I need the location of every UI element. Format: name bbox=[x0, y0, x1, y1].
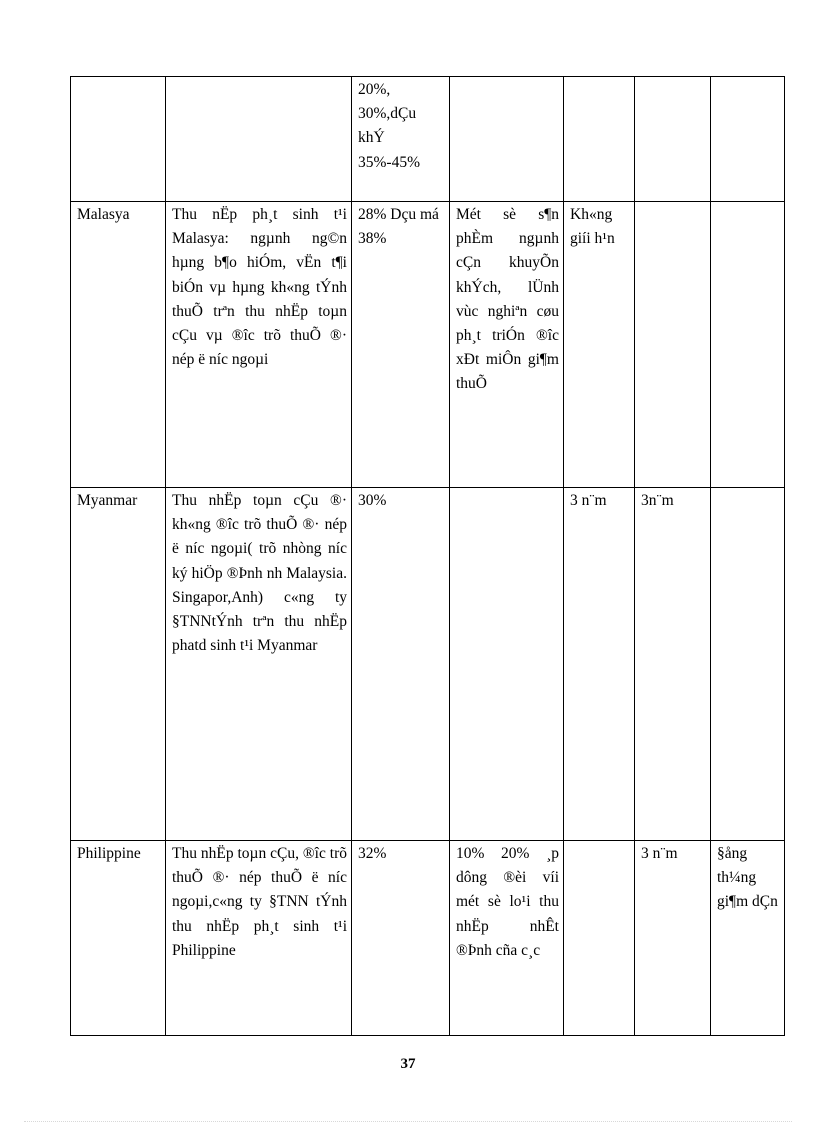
loss-carry-cell bbox=[564, 77, 635, 202]
page-bottom-divider bbox=[24, 1121, 792, 1122]
country-cell: Myanmar bbox=[71, 488, 166, 841]
tax-rate-cell: 20%, 30%,dÇu khÝ 35%-45% bbox=[352, 77, 450, 202]
other-cell bbox=[711, 77, 785, 202]
tax-holiday-cell bbox=[635, 202, 711, 488]
incentive-cell: 10% 20% ¸p dông ®èi víi mét sè lo¹i thu nhËp nhÊt ®Þnh cña c¸c bbox=[450, 841, 564, 1036]
other-cell bbox=[711, 488, 785, 841]
tax-comparison-table bbox=[70, 76, 785, 1036]
tax-scope-cell: Thu nËp ph¸t sinh t¹i Malasya: ngµnh ng©n hµng b¶o hiÓm, vËn t¶i biÓn vµ hµng kh«ng tÝnh thuÕ trªn thu nhËp toµn cÇu vµ ®îc trõ thuÕ ®· nép ë níc ngoµi bbox=[166, 202, 352, 488]
page-number: 37 bbox=[400, 1056, 416, 1072]
other-cell bbox=[711, 202, 785, 488]
table-row bbox=[71, 77, 785, 202]
tax-scope-cell: Thu nhËp toµn cÇu ®· kh«ng ®îc trõ thuÕ ®· nép ë níc ngoµi( trõ nhòng níc ký hiÖp ®Þnh nh Malaysia. Singapor,Anh) c«ng ty §TNNtÝnh trªn thu nhËp phatd sinh t¹i Myanmar bbox=[166, 488, 352, 841]
tax-scope-cell: Thu nhËp toµn cÇu, ®îc trõ thuÕ ®· nép thuÕ ë níc ngoµi,c«ng ty §TNN tÝnh thu nhËp ph¸t sinh t¹i Philippine bbox=[166, 841, 352, 1036]
loss-carry-cell bbox=[564, 841, 635, 1036]
tax-rate-cell: 28% Dçu má 38% bbox=[352, 202, 450, 488]
tax-holiday-cell: 3 n¨m bbox=[635, 841, 711, 1036]
table-row bbox=[71, 488, 785, 841]
other-cell: §ång th¼ng gi¶m dÇn bbox=[711, 841, 785, 1036]
incentive-cell bbox=[450, 488, 564, 841]
incentive-cell: Mét sè s¶n phÈm ngµnh cÇn khuyÕn khÝch, lÜnh vùc nghiªn cøu ph¸t triÓn ®îc xÐt miÔn gi¶m thuÕ bbox=[450, 202, 564, 488]
incentive-cell bbox=[450, 77, 564, 202]
loss-carry-cell: 3 n¨m bbox=[564, 488, 635, 841]
country-cell: Philippine bbox=[71, 841, 166, 1036]
tax-rate-cell: 32% bbox=[352, 841, 450, 1036]
country-cell: Malasya bbox=[71, 202, 166, 488]
tax-rate-cell: 30% bbox=[352, 488, 450, 841]
tax-holiday-cell: 3n¨m bbox=[635, 488, 711, 841]
tax-holiday-cell bbox=[635, 77, 711, 202]
table-row bbox=[71, 841, 785, 1036]
country-cell bbox=[71, 77, 166, 202]
table-row bbox=[71, 202, 785, 488]
loss-carry-cell: Kh«ng giíi h¹n bbox=[564, 202, 635, 488]
tax-scope-cell bbox=[166, 77, 352, 202]
